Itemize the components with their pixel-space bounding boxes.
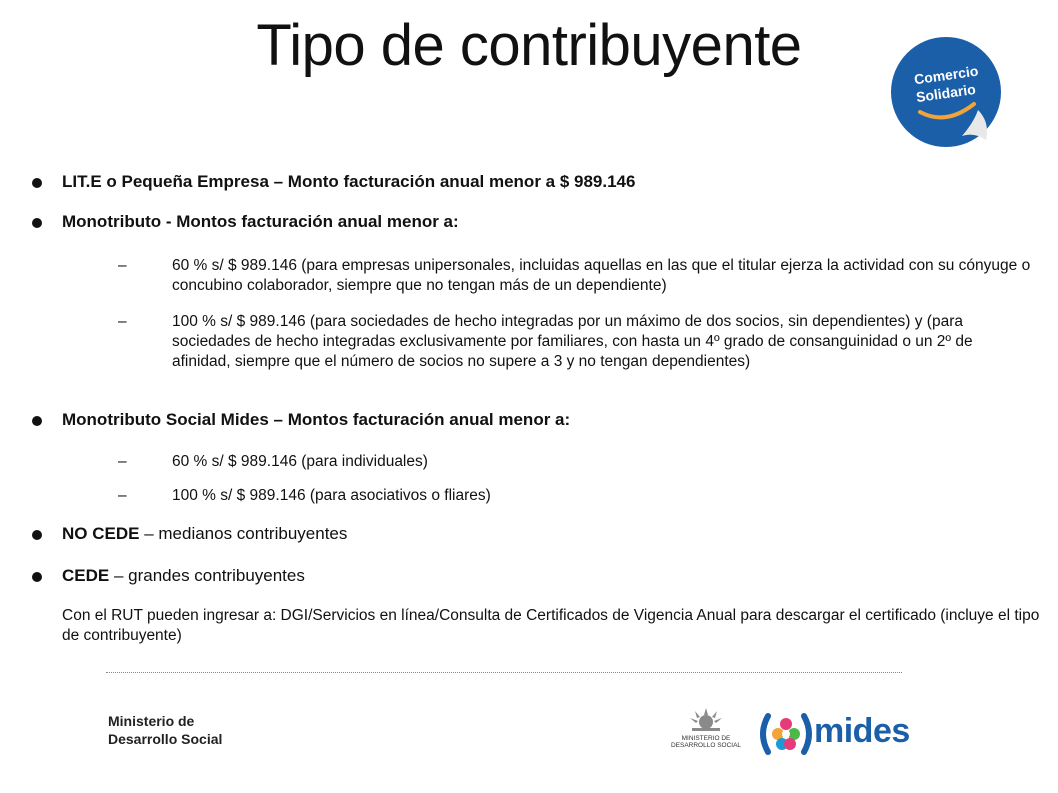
bullet-dot	[32, 530, 42, 540]
bullet-dot	[32, 572, 42, 582]
footer-divider	[106, 672, 902, 673]
comercio-solidario-logo	[890, 36, 1002, 148]
bullet-dot	[32, 416, 42, 426]
sub-item-text: 60 % s/ $ 989.146 (para individuales)	[172, 453, 428, 470]
dash-marker: –	[118, 487, 127, 504]
bullet-dot	[32, 178, 42, 188]
bullet-dot	[32, 218, 42, 228]
bullet-text: Monotributo - Montos facturación anual menor a:	[62, 212, 459, 231]
sub-item-text: 100 % s/ $ 989.146 (para asociativos o fliares)	[172, 487, 491, 504]
bullet-rest: – medianos contribuyentes	[139, 524, 348, 543]
ministry-line1: Ministerio de	[108, 713, 195, 729]
bullet-text: LIT.E o Pequeña Empresa – Monto facturación anual menor a $ 989.146	[62, 172, 636, 191]
seal-line1: MINISTERIO DE	[681, 735, 731, 742]
badge-line1: Comercio	[913, 62, 980, 88]
seal-caption	[668, 735, 744, 749]
dash-marker: –	[118, 257, 127, 274]
dash-marker: –	[118, 453, 127, 470]
bullet-text: NO CEDE	[62, 524, 140, 543]
mides-flower-icon	[756, 712, 816, 756]
sub-item-text: 60 % s/ $ 989.146 (para empresas unipersonales, incluidas aquellas en las que el titular ejerza la actividad con su cónyuge o concubino colaborador, siempre que no tengan más de un dependiente)	[172, 257, 1031, 294]
badge-line2: Solidario	[915, 80, 977, 106]
bullet-text: Monotributo Social Mides – Montos facturación anual menor a:	[62, 410, 571, 429]
seal-line2: DESARROLLO SOCIAL	[670, 742, 742, 749]
mides-wordmark: mides	[814, 712, 910, 750]
dash-marker: –	[118, 313, 127, 330]
bullet-rest: – grandes contribuyentes	[109, 566, 305, 585]
rut-note: Con el RUT pueden ingresar a: DGI/Servicios en línea/Consulta de Certificados de Vigencia Anual para descargar el certificado (incluye el tipo de contribuyente)	[62, 607, 1040, 644]
sub-item-text: 100 % s/ $ 989.146 (para sociedades de hecho integradas por un máximo de dos socios, sin dependientes) y (para sociedades de hecho integradas exclusivamente por familiares, con hasta un 4º grado de consanguinidad o un 2º de afinidad, siempre que el número de socios no supere a 3 y no tengan dependientes)	[172, 313, 973, 370]
page-title: Tipo de contribuyente	[256, 13, 802, 78]
bullet-text: CEDE	[62, 566, 110, 585]
ministry-line2: Desarrollo Social	[108, 731, 223, 747]
ministry-logo	[108, 712, 222, 748]
